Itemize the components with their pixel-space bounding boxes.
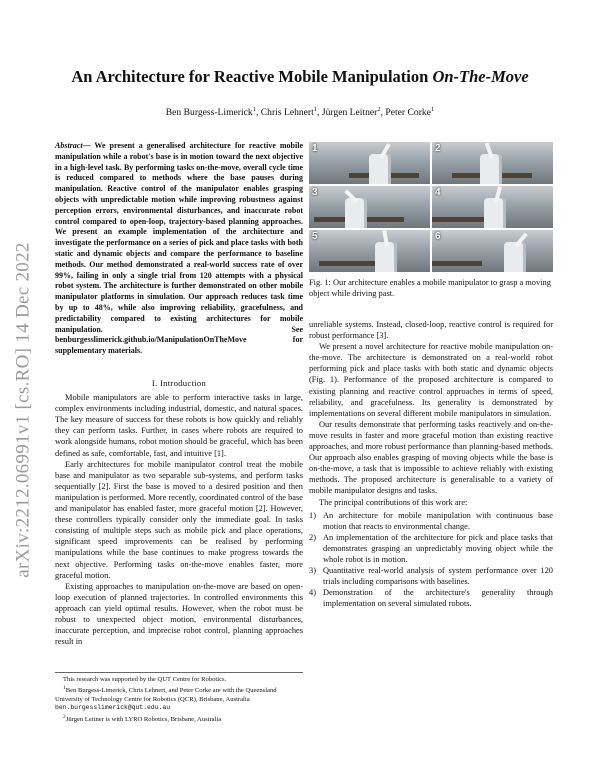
left-column-body [55,374,303,647]
body-paragraph: Our results demonstrate that performing tasks reactively and on-the-move results in faster and more graceful motion than existing reactive approaches, and more robust performance than planning-based methods. Our approach also enables grasping of moving objects while the base is on-the-move, a task that is impossible to achieve reliably with existing methods. The proposed architecture is generalisable to a variety of mobile manipulator designs and tasks. [309,419,553,496]
figure-1-grid [309,142,553,272]
panel-number: 4 [435,187,441,198]
body-paragraph: Mobile manipulators are able to perform interactive tasks in large, complex environments including industrial, domestic, and natural spaces. The key measure of success for these robots is how quickly and reliably they can perform tasks. Further, in cases where robots are required to work alongside humans, robot motion should be graceful, which has been defined as safe, comfortable, fast, and intuitive [1]. [55,393,303,458]
author: Ben Burgess-Limerick$^1$ [165,106,256,119]
panel-number: 5 [312,231,318,242]
panel-number: 6 [435,231,441,242]
body-paragraph: Existing approaches to manipulation on-the-move are based on open-loop execution of planned trajectories. In controlled environments this approach can yield optimal results. However, when the robot must be robust to unexpected object motion, environmental disturbances, inaccurate perception, and imprecise robot control, planning approaches result in [55,581,303,647]
list-item: 2) An implementation of the architecture for pick and place tasks that demonstrates grasping an unpredictably moving object while the whole robot is in motion. [309,532,553,564]
figure-panel [309,230,430,272]
author: Peter Corke$^1$ [385,106,435,119]
arxiv-stamp-text: arXiv:2212.06991v1 [cs.RO] 14 Dec 2022 [13,242,34,578]
section-heading: I. Introduction [151,378,207,388]
list-item: 4) Demonstration of the architecture's generality through implementation on several simulated robots. [309,588,553,609]
author-list: Ben Burgess-Limerick$^1$, Chris Lehnert$^1$, Jürgen Leitner$^2$, Peter Corke$^1$ [165,106,435,119]
panel-number: 2 [435,143,441,154]
panel-number: 3 [312,187,318,198]
figure-panel [432,142,553,184]
figure-panel [432,230,553,272]
figure-panel [309,142,430,184]
body-paragraph: The principal contributions of this work are: [319,497,468,507]
right-column-body [309,319,553,609]
figure-panel [309,186,430,228]
author: Jürgen Leitner$^2$ [321,106,381,119]
abstract [55,141,303,357]
body-paragraph: We present a novel architecture for reactive mobile manipulation on-the-move. The architecture is demonstrated on a real-world robot performing pick and place tasks with both static and dynamic objects (Fig. 1). Performance of the proposed architecture is compared to existing planning and reactive control approaches in terms of speed, reliability, and gracefulness. Its generality is demonstrated by implementations on several different mobile manipulators in simulation. [309,342,553,418]
body-paragraph: Early architectures for mobile manipulator control treat the mobile base and manipulator as two separable sub-systems, and perform tasks sequentially [2]. First the base is moved to a desired position and then manipulation is performed. More recently, coordinated control of the base and manipulator has enabled faster, more graceful motion [2]. However, these controllers typically consider only the immediate goal. In tasks consisting of multiple steps such as mobile pick and place operations, significant speed improvements can be realised by performing manipulations while the base continues to make progress towards the next objective. Performing tasks on-the-move enables faster, more graceful motion. [55,459,303,580]
footnote-support: This research was supported by the QUT Centre for Robotics. [63,676,227,683]
contribution-list [309,510,553,610]
figure-panel [432,186,553,228]
list-item: 3) Quantitative real-world analysis of system performance over 120 trials including comparisons with baselines. [309,566,553,587]
paper-title [60,67,540,87]
abstract-label: Abstract [55,141,83,150]
footnote-affiliation-1: $^1$Ben Burgess-Limerick, Chris Lehnert, and Peter Corke are with the Queensland University of Technology Centre for Robotics (QCR), Brisbane, Australia ben.burgesslimerick@qut.edu.au [55,685,277,712]
footnotes [55,672,303,724]
email-address[interactable]: ben.burgesslimerick@qut.edu.au [55,704,171,712]
panel-number: 1 [312,143,318,154]
figure-caption: Fig. 1: Our architecture enables a mobile manipulator to grasp a moving object while driving past. [309,278,551,298]
abstract-text: — We present a generalised architecture for reactive mobile manipulation while a robot's base is in motion toward the next objective in a high-level task. By performing tasks on-the-move, overall cycle time is reduced compared to methods where the base pauses during manipulation. Reactive control of the manipulator enables grasping objects with unpredictable motion while improving robustness against perception errors, environmental disturbances, and inaccurate robot control compared to open-loop, trajectory-based planning approaches. We present an example implementation of the architecture and investigate the performance on a series of pick and place tasks with both static and dynamic objects and compare the performance to baseline methods. Our method demonstrated a real-world success rate of over 99%, failing in only a single trial from 120 attempts with a physical robot system. The architecture is further demonstrated on other mobile manipulator platforms in simulation. Our approach reduces task time by up to 48%, while also improving reliability, gracefulness, and predictability compared to existing architectures for mobile manipulation. See benburgesslimerick.github.io/ManipulationOnTheMove for supplementary materials. [55,141,303,356]
footnote-affiliation-2: $^2$Jürgen Leitner is with LYRO Robotics, Brisbane, Australia [63,713,222,723]
author: Chris Lehnert$^1$ [260,106,318,119]
body-paragraph: unreliable systems. Instead, closed-loop, reactive control is required for robust performance [3]. [309,320,553,341]
arxiv-stamp [4,200,44,620]
title-italic: On-The-Move [432,67,529,86]
list-item: 1) An architecture for mobile manipulation with continuous base motion that reacts to environmental change. [309,510,553,531]
title-main: An Architecture for Reactive Mobile Manipulation [71,67,433,86]
